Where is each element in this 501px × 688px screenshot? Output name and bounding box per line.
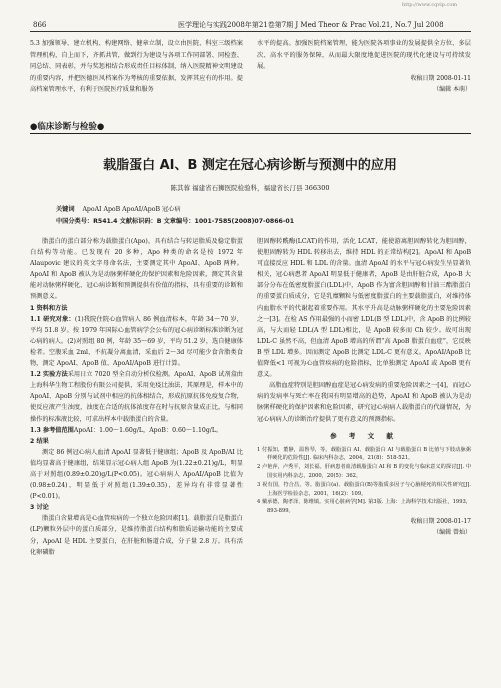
section-heading: 2 结果 xyxy=(30,437,49,445)
prev-article-paragraph: 5.3 加强领导、建立机构、构建网络、健章立制，设立由医院、科室三级档案管理机构，自上而下，齐抓共管，做到行为建设与各项工作同部署、同检查、同总结、同表彰，并与奖惩相结合形成责任目标体制，纳入医院精神文明建设的重要内容，并把医德医风档案作为考核的重要依据，发挥其应有的作用。提高档案管理水平，有利于医院医疗质量和服务 xyxy=(30,40,243,94)
body-paragraph: 脂蛋白含量增高是心血管疾病的一个独立危险因素[1]。载脂蛋白是脂蛋白(LP)颗粒外层中的蛋白质部分，是维持脂蛋白结构和脂质运输功能的主要成分，ApoAI 是 HDL 主要蛋白，在肝脏和肠道合成，分子量 2.8 万。具有活化卵磷脂 xyxy=(30,515,243,556)
article-right-column xyxy=(257,236,471,538)
reference-item: 1 付振知，董静，温鲁琴，等。载脂蛋白 AI、载脂蛋白 AI 与载脂蛋白 B 比值与下肢动脉粥样硬化的危险性[J]. 临床内科杂志，2004，21(8)：518-521。 xyxy=(257,446,471,462)
section-label: ●临床诊断与检验● xyxy=(30,122,105,132)
article-left-column xyxy=(30,236,243,558)
body-paragraph: 脂蛋白的蛋白部分称为载脂蛋白(Apo)，具有结合与转运脂质及稳定脂蛋白结构等功能。已发现有 20 多种，Apo 种类的命名是按 1972 年 Alaupovic 建议的英文字母命名法，主要测定其中 ApoAI、ApoB 两种。ApoAI 和 ApoB 被认为是动脉粥样硬化的保护因素和危险因素，测定其含量能对动脉粥样硬化、冠心病诊断和预测提供有价值的指标，具有重要的诊断和预测意义。 xyxy=(30,238,243,301)
section-heading: 3 讨论 xyxy=(30,504,49,512)
references-heading: 参 考 文 献 xyxy=(330,431,398,440)
editor-name: （编辑 曾灿） xyxy=(433,529,471,537)
article-authors: 陈其蓉 福建省石狮医院检验科，福建省长汀县 366300 xyxy=(170,184,330,192)
header-rule xyxy=(30,31,471,32)
reference-item: 4 戴承德，陶孝泽，陈维镇。实用心脏病学[M]. 第3版. 上海：上海科学技术出版社，1993，893-899。 xyxy=(257,499,471,515)
section-heading: 1 资料和方法 xyxy=(30,304,68,312)
body-paragraph: 高脂血症特别是胆固醇血症是冠心病发病的重要危险因素之一[4]，而冠心病的发病率与死亡率在我国有明显增高的趋势，ApoAI 和 ApoB 被认为是动脉粥样硬化的保护因素和危险因素，研究冠心病病人载脂蛋白的代谢情况，为冠心病病人的诊断治疗提供了更有意义的预测指标。 xyxy=(257,382,471,423)
section-rule xyxy=(30,133,471,134)
classification-info: 中国分类号：R541.4 文献标识码：B 文章编号：1001-7585(2008)07-0866-01 xyxy=(56,218,295,225)
prev-article-right-column xyxy=(257,38,471,95)
reference-item: 2 卢艳萍，卢秀平，刘长福。肝病患者血清载脂蛋白 AI 和 B 的变化与临床意义的探讨[J]. 中国实用内科杂志，2000，20(5)：362。 xyxy=(257,464,471,480)
article-title: 载脂蛋白 AI、B 测定在冠心病诊断与预测中的应用 xyxy=(103,158,397,173)
section-bar xyxy=(30,119,471,133)
keywords: ApoAI ApoB ApoAI/ApoB 冠心病 xyxy=(82,206,181,213)
subsection-label: 1.1 研究对象： xyxy=(30,315,75,323)
body-paragraph: 胆固醇转酰酶(LCAT)的作用，活化 LCAT，能使游离胆固醇转化为胆固醇，使胆固醇转为 HDL 转移出去，维持 HDL 的正常结构[2]。ApoAI 和 ApoB 可直接反应 HDL 和 LDL 的含量。血清 ApoAI 的水平与冠心病发生呈显著负相关，冠心病患者 ApoAI 明显低于健康者，ApoB 是由肝脏合成，Apo-B 大部分分布在低密度脂蛋白(LDL)中，ApoB 作为富含胆固醇和甘油三酯脂蛋白的重要蛋白质成分，它是乳糜颗粒与低密度脂蛋白的主要载脂蛋白，对维持体内血脂水平的代谢起着重要作用。其水平升高是动脉粥样硬化的主要危险因素之一[3]。在检 AS 作用最强的小而密 LDL(B 型 LDL)中，含 ApoB 的比例较高，与大而轻 LDL(A 型 LDL)相比，是 ApoB 较多而 Ch 较少。故可出现 LDL-C 虽然不高，但血清 ApoB 增高的所谓“高 ApoB 脂蛋白血症”，它反映 B 型 LDL 增多。因而测定 ApoB 比测定 LDL-C 更有意义。ApoAI/ApoB 比值降低<1 可视为心血管疾病的危险指标，比单独测定 ApoAI 或 ApoB 更有意义。 xyxy=(257,238,471,379)
prev-editor: （编辑 本萌） xyxy=(433,85,471,93)
keywords-label: 关键词 xyxy=(56,206,75,213)
source-url: http://www.cqvip.com xyxy=(402,2,458,8)
prev-received-date: 收稿日期 2008-01-11 xyxy=(410,74,471,82)
received-date: 收稿日期 2008-01-17 xyxy=(410,518,471,526)
subsection-paragraph: 1.3 参考值范围ApoAI：1.00～1.60g/L，ApoB：0.60～1.10g/L。 xyxy=(30,426,223,434)
reference-item: 3 祝有国，符合昌，等。脂蛋白(a)、载脂蛋白(B)等脂质多因子与心脑梗死的相关性研究[J]. 上海医学检验杂志，2001，16(2)：109。 xyxy=(257,481,471,497)
subsection-paragraph: 1.1 研究对象：(1)我院住院心血管病人 86 例血清标本，年龄 34～70 岁，平均 51.8 岁。按 1979 年国际心血管病学会公布的冠心病诊断标准诊断为冠心病的病人。(2)对照组 80 例，年龄 35～69 岁，平均 51.2 岁，选自健康体检者。空腹采血 2ml，不抗凝分离血清，采血后 2～3d 尽可能少食含脂类食物，测定 ApoAI、ApoB 值、ApoAI/ApoB 进行计算。 xyxy=(30,315,243,368)
subsection-label: 1.3 参考值范围 xyxy=(30,426,74,434)
page-number: 866 xyxy=(33,21,47,29)
classification-line xyxy=(56,216,294,225)
keywords-line xyxy=(56,204,181,213)
references-list xyxy=(257,446,471,516)
page-header xyxy=(0,0,501,30)
body-paragraph: 测定 86 例冠心病人血清 ApoAI 显著低于健康组；ApoB 及 ApoB/AI 比值均显著高于健康组，结果显示冠心病人组 ApoB 为(1.22±0.21)g/L，明显高于对照组(0.89±0.20)g/L(P<0.05)。冠心病病人 ApoAI/ApoB 比值为(0.98±0.24)，明显低于对照组(1.39±0.35)，差异均有非常显著性(P<0.01)。 xyxy=(30,448,243,501)
subsection-paragraph: 1.2 实验方法采用日立 7020 型全自动分析仪检测。ApoAI、ApoB 试剂盒由上海科华生物工程股份有限公司提供，采用免疫比浊法，其原理是，样本中的 ApoAI、ApoB 分别与试剂中相应的抗体相结合，形成抗原抗体免疫复合物，使反应液产生浊度，浊度在合适的抗体浓度存在时与抗原含量成正比，与相同操作的标准液比较，可求出样本中载脂蛋白的含量。 xyxy=(30,371,243,423)
prev-article-left-column xyxy=(30,38,243,96)
prev-article-paragraph-end: 水平的提高。加强医院档案管理，能为医院各项事业的发展提供全方位、多层次、高水平的服务保障，从而最大限度地促进医院的现代化建设与可持续发展。 xyxy=(257,40,471,71)
subsection-label: 1.2 实验方法 xyxy=(30,371,68,379)
journal-running-head: 医学理论与实践2008年第21卷第7期 J Med Theor & Prac Vol.21, No.7 Jul 2008 xyxy=(178,21,444,29)
